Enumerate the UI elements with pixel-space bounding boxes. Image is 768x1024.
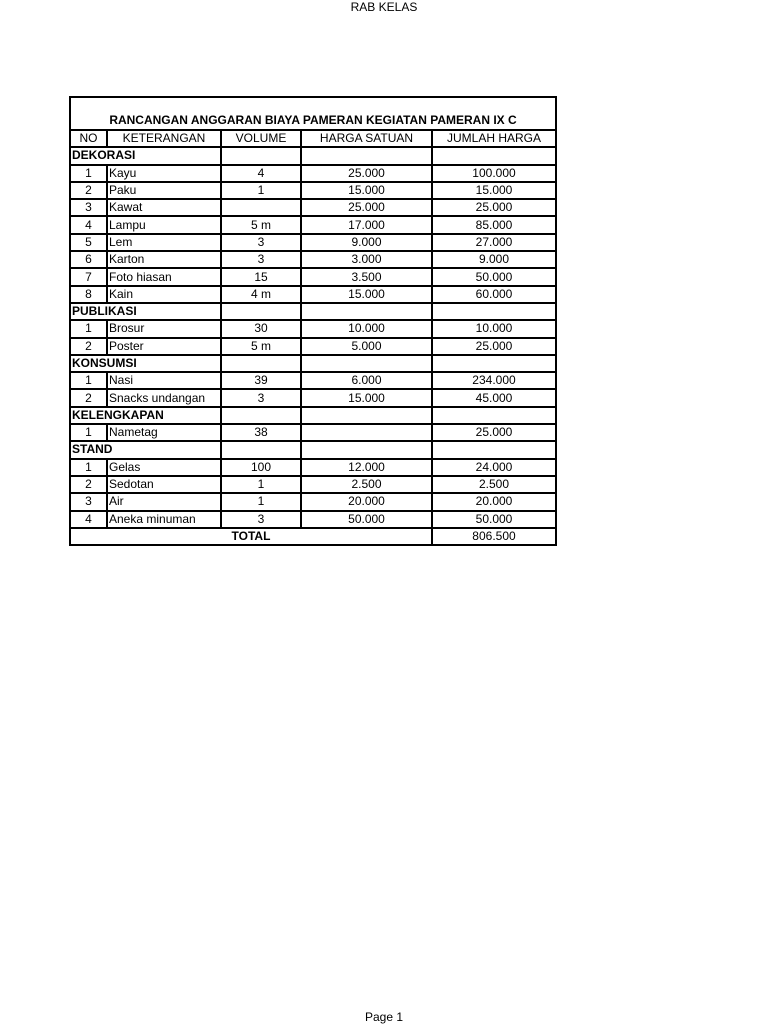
table-row: [70, 216, 556, 233]
item-total-price: 25.000: [432, 424, 556, 441]
item-volume: 1: [221, 493, 301, 510]
item-number: 1: [70, 165, 107, 182]
empty-cell: [432, 147, 556, 164]
table-row: [70, 234, 556, 251]
item-description: Sedotan: [107, 476, 221, 493]
category-name: KONSUMSI: [70, 355, 221, 372]
table-row: [70, 268, 556, 285]
item-total-price: 25.000: [432, 338, 556, 355]
page-footer: Page 1: [364, 1010, 404, 1024]
item-unit-price: [301, 424, 432, 441]
item-number: 2: [70, 182, 107, 199]
item-total-price: 50.000: [432, 268, 556, 285]
empty-cell: [221, 441, 301, 458]
item-volume: [221, 199, 301, 216]
item-description: Kain: [107, 286, 221, 303]
item-total-price: 50.000: [432, 511, 556, 528]
item-number: 3: [70, 199, 107, 216]
item-description: Lem: [107, 234, 221, 251]
item-number: 1: [70, 424, 107, 441]
column-header-harga-satuan: HARGA SATUAN: [301, 130, 432, 147]
empty-cell: [221, 147, 301, 164]
category-row: [70, 355, 556, 372]
total-row: [70, 528, 556, 545]
item-unit-price: 50.000: [301, 511, 432, 528]
table-row: [70, 493, 556, 510]
item-description: Poster: [107, 338, 221, 355]
item-description: Paku: [107, 182, 221, 199]
item-description: Brosur: [107, 320, 221, 337]
item-unit-price: 15.000: [301, 182, 432, 199]
empty-cell: [432, 407, 556, 424]
item-total-price: 45.000: [432, 389, 556, 406]
table-row: [70, 199, 556, 216]
item-total-price: 2.500: [432, 476, 556, 493]
category-row: [70, 147, 556, 164]
total-label: TOTAL: [70, 528, 432, 545]
table-row: [70, 320, 556, 337]
item-volume: 30: [221, 320, 301, 337]
item-total-price: 85.000: [432, 216, 556, 233]
category-name: STAND: [70, 441, 221, 458]
item-volume: 5 m: [221, 216, 301, 233]
item-total-price: 60.000: [432, 286, 556, 303]
item-unit-price: 17.000: [301, 216, 432, 233]
item-volume: 5 m: [221, 338, 301, 355]
category-row: [70, 441, 556, 458]
column-header-row: [70, 130, 556, 147]
item-description: Lampu: [107, 216, 221, 233]
item-number: 7: [70, 268, 107, 285]
category-name: KELENGKAPAN: [70, 407, 221, 424]
item-volume: 39: [221, 372, 301, 389]
item-description: Air: [107, 493, 221, 510]
table-row: [70, 459, 556, 476]
item-description: Nasi: [107, 372, 221, 389]
item-unit-price: 15.000: [301, 286, 432, 303]
item-number: 6: [70, 251, 107, 268]
item-unit-price: 2.500: [301, 476, 432, 493]
table-row: [70, 372, 556, 389]
item-number: 4: [70, 511, 107, 528]
item-number: 2: [70, 476, 107, 493]
empty-cell: [432, 303, 556, 320]
item-total-price: 20.000: [432, 493, 556, 510]
item-total-price: 15.000: [432, 182, 556, 199]
column-header-volume: VOLUME: [221, 130, 301, 147]
category-row: [70, 303, 556, 320]
item-total-price: 25.000: [432, 199, 556, 216]
table-row: [70, 389, 556, 406]
item-unit-price: 20.000: [301, 493, 432, 510]
item-total-price: 100.000: [432, 165, 556, 182]
empty-cell: [221, 303, 301, 320]
table-row: [70, 182, 556, 199]
item-description: Snacks undangan: [107, 389, 221, 406]
item-total-price: 234.000: [432, 372, 556, 389]
column-header-jumlah-harga: JUMLAH HARGA: [432, 130, 556, 147]
item-number: 2: [70, 389, 107, 406]
item-unit-price: 5.000: [301, 338, 432, 355]
empty-cell: [221, 355, 301, 372]
item-description: Kayu: [107, 165, 221, 182]
column-header-no: NO: [70, 130, 107, 147]
item-number: 8: [70, 286, 107, 303]
item-unit-price: 25.000: [301, 199, 432, 216]
item-volume: 3: [221, 251, 301, 268]
item-number: 4: [70, 216, 107, 233]
item-unit-price: 25.000: [301, 165, 432, 182]
item-number: 3: [70, 493, 107, 510]
table-row: [70, 165, 556, 182]
item-unit-price: 15.000: [301, 389, 432, 406]
item-volume: 4: [221, 165, 301, 182]
item-number: 5: [70, 234, 107, 251]
page-header: RAB KELAS: [350, 0, 418, 14]
item-total-price: 10.000: [432, 320, 556, 337]
item-total-price: 9.000: [432, 251, 556, 268]
category-name: PUBLIKASI: [70, 303, 221, 320]
table-title: RANCANGAN ANGGARAN BIAYA PAMERAN KEGIATAN PAMERAN IX C: [70, 97, 556, 130]
empty-cell: [432, 441, 556, 458]
table-row: [70, 476, 556, 493]
table-row: [70, 424, 556, 441]
item-number: 2: [70, 338, 107, 355]
table-title-row: [70, 97, 556, 130]
item-volume: 1: [221, 476, 301, 493]
item-total-price: 27.000: [432, 234, 556, 251]
item-description: Foto hiasan: [107, 268, 221, 285]
item-unit-price: 12.000: [301, 459, 432, 476]
item-unit-price: 6.000: [301, 372, 432, 389]
item-description: Karton: [107, 251, 221, 268]
empty-cell: [301, 303, 432, 320]
item-volume: 3: [221, 389, 301, 406]
item-volume: 100: [221, 459, 301, 476]
item-volume: 4 m: [221, 286, 301, 303]
item-volume: 15: [221, 268, 301, 285]
table-row: [70, 286, 556, 303]
item-volume: 3: [221, 234, 301, 251]
item-unit-price: 3.000: [301, 251, 432, 268]
budget-table: [69, 96, 557, 546]
table-row: [70, 511, 556, 528]
column-header-keterangan: KETERANGAN: [107, 130, 221, 147]
item-volume: 38: [221, 424, 301, 441]
empty-cell: [432, 355, 556, 372]
item-number: 1: [70, 320, 107, 337]
empty-cell: [301, 441, 432, 458]
item-description: Aneka minuman: [107, 511, 221, 528]
table-row: [70, 338, 556, 355]
item-volume: 3: [221, 511, 301, 528]
total-value: 806.500: [432, 528, 556, 545]
item-description: Kawat: [107, 199, 221, 216]
item-description: Gelas: [107, 459, 221, 476]
table-row: [70, 251, 556, 268]
item-unit-price: 10.000: [301, 320, 432, 337]
empty-cell: [221, 407, 301, 424]
item-unit-price: 9.000: [301, 234, 432, 251]
item-number: 1: [70, 372, 107, 389]
item-unit-price: 3.500: [301, 268, 432, 285]
empty-cell: [301, 355, 432, 372]
category-row: [70, 407, 556, 424]
category-name: DEKORASI: [70, 147, 221, 164]
empty-cell: [301, 147, 432, 164]
item-description: Nametag: [107, 424, 221, 441]
item-volume: 1: [221, 182, 301, 199]
empty-cell: [301, 407, 432, 424]
item-number: 1: [70, 459, 107, 476]
item-total-price: 24.000: [432, 459, 556, 476]
